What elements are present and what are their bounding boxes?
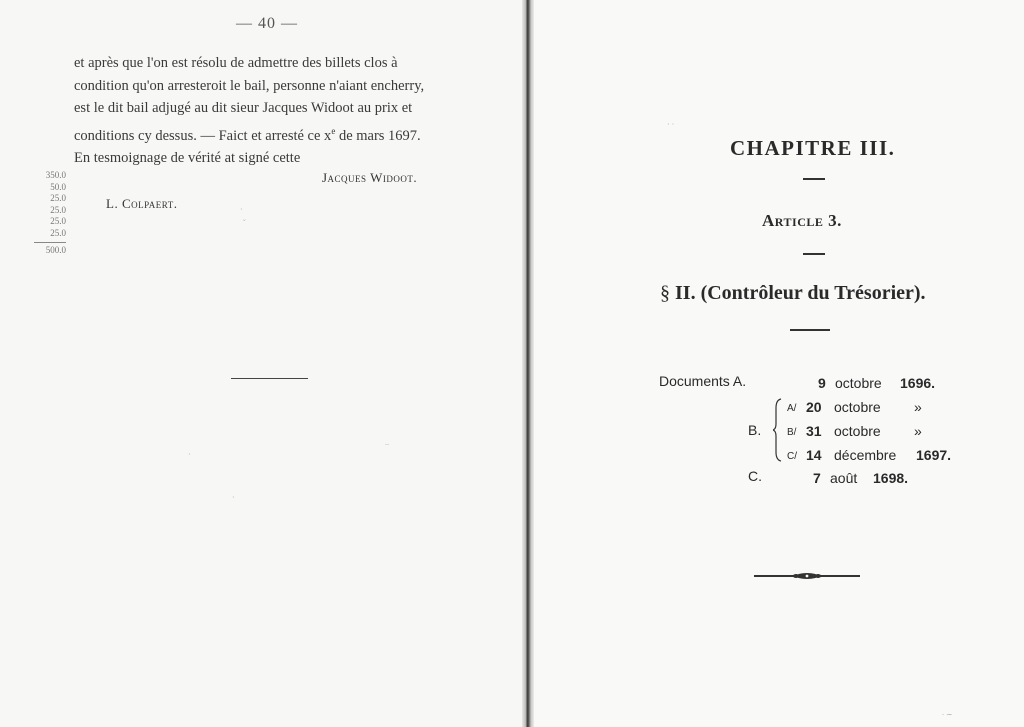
section-symbol: § <box>660 282 670 304</box>
text-line-2: condition qu'on arresteroit le bail, personne n'aiant encherry, <box>74 77 425 94</box>
section-divider-rule <box>231 378 308 379</box>
paper-speck: · <box>232 493 235 502</box>
doc-b-b-sub: B/ <box>787 427 797 438</box>
documents-b-label: B. <box>748 422 762 438</box>
doc-b-c-day: 14 <box>806 447 822 463</box>
text-line-5: En tesmoignage de vérité at signé cette <box>74 149 301 166</box>
tally-line: 25.0 <box>50 193 66 203</box>
doc-c-day: 7 <box>813 470 821 486</box>
ornamental-rule <box>754 570 860 582</box>
doc-b-a-year: » <box>914 399 922 415</box>
doc-b-b-day: 31 <box>806 423 822 439</box>
doc-b-a-sub: A/ <box>787 403 797 414</box>
paper-speck: ∙ ∼ <box>942 710 953 719</box>
doc-b-c-sub: C/ <box>787 451 797 462</box>
tally-line: 50.0 <box>50 181 66 192</box>
text-line-4-superscript: e <box>331 125 336 136</box>
doc-a-year: 1696. <box>900 375 936 391</box>
paper-speck: ∙∙ <box>385 440 389 449</box>
page-number: — 40 — <box>236 15 298 32</box>
text-line-1: et après que l'on est résolu de admettre des billets clos à <box>74 55 398 71</box>
paper-speck: ˘ <box>243 218 246 227</box>
doc-b-c-year: 1697. <box>916 447 952 463</box>
tally-total: 500.0 <box>34 242 66 257</box>
brace-bracket <box>773 398 783 462</box>
signature-colpaert: L. Colpaert. <box>106 196 178 211</box>
section-numeral: II. <box>675 282 696 304</box>
doc-a-month: octobre <box>835 375 882 391</box>
tally-line: 25.0 <box>50 216 66 226</box>
doc-c-year: 1698. <box>873 470 909 486</box>
doc-c-month: août <box>830 470 858 486</box>
paper-speck: · <box>240 205 243 214</box>
section-text: (Contrôleur du Trésorier). <box>700 282 926 304</box>
book-gutter <box>522 0 534 727</box>
section-dash <box>790 329 830 331</box>
margin-tally <box>34 170 66 257</box>
documents-c-label: C. <box>748 468 762 484</box>
section-heading <box>660 282 926 305</box>
paper-speck: · · <box>667 120 675 129</box>
doc-b-a-month: octobre <box>834 399 881 415</box>
documents-a-label: Documents A. <box>659 373 747 389</box>
article-dash <box>803 253 825 255</box>
article-heading: Article 3. <box>762 211 842 230</box>
doc-b-a-day: 20 <box>806 399 822 415</box>
right-page <box>534 0 1024 727</box>
doc-b-b-month: octobre <box>834 423 881 439</box>
text-line-4-main: conditions cy dessus. — Faict et arresté ce x <box>74 127 332 144</box>
title-dash <box>803 178 825 180</box>
tally-line: 25.0 <box>50 227 66 238</box>
doc-b-b-year: » <box>914 423 922 439</box>
chapter-title: CHAPITRE III. <box>730 136 896 160</box>
tally-line: 350.0 <box>45 170 66 180</box>
doc-b-c-month: décembre <box>834 447 897 463</box>
signature-widoot: Jacques Widoot. <box>322 170 418 185</box>
text-line-4-tail: de mars 1697. <box>335 127 421 144</box>
doc-a-day: 9 <box>818 375 826 391</box>
body-text <box>74 52 470 169</box>
text-line-3: est le dit bail adjugé au dit sieur Jacques Widoot au prix et <box>74 100 413 116</box>
tally-line: 25.0 <box>50 204 66 215</box>
paper-speck: · <box>188 450 191 459</box>
text-line-4 <box>74 120 470 147</box>
